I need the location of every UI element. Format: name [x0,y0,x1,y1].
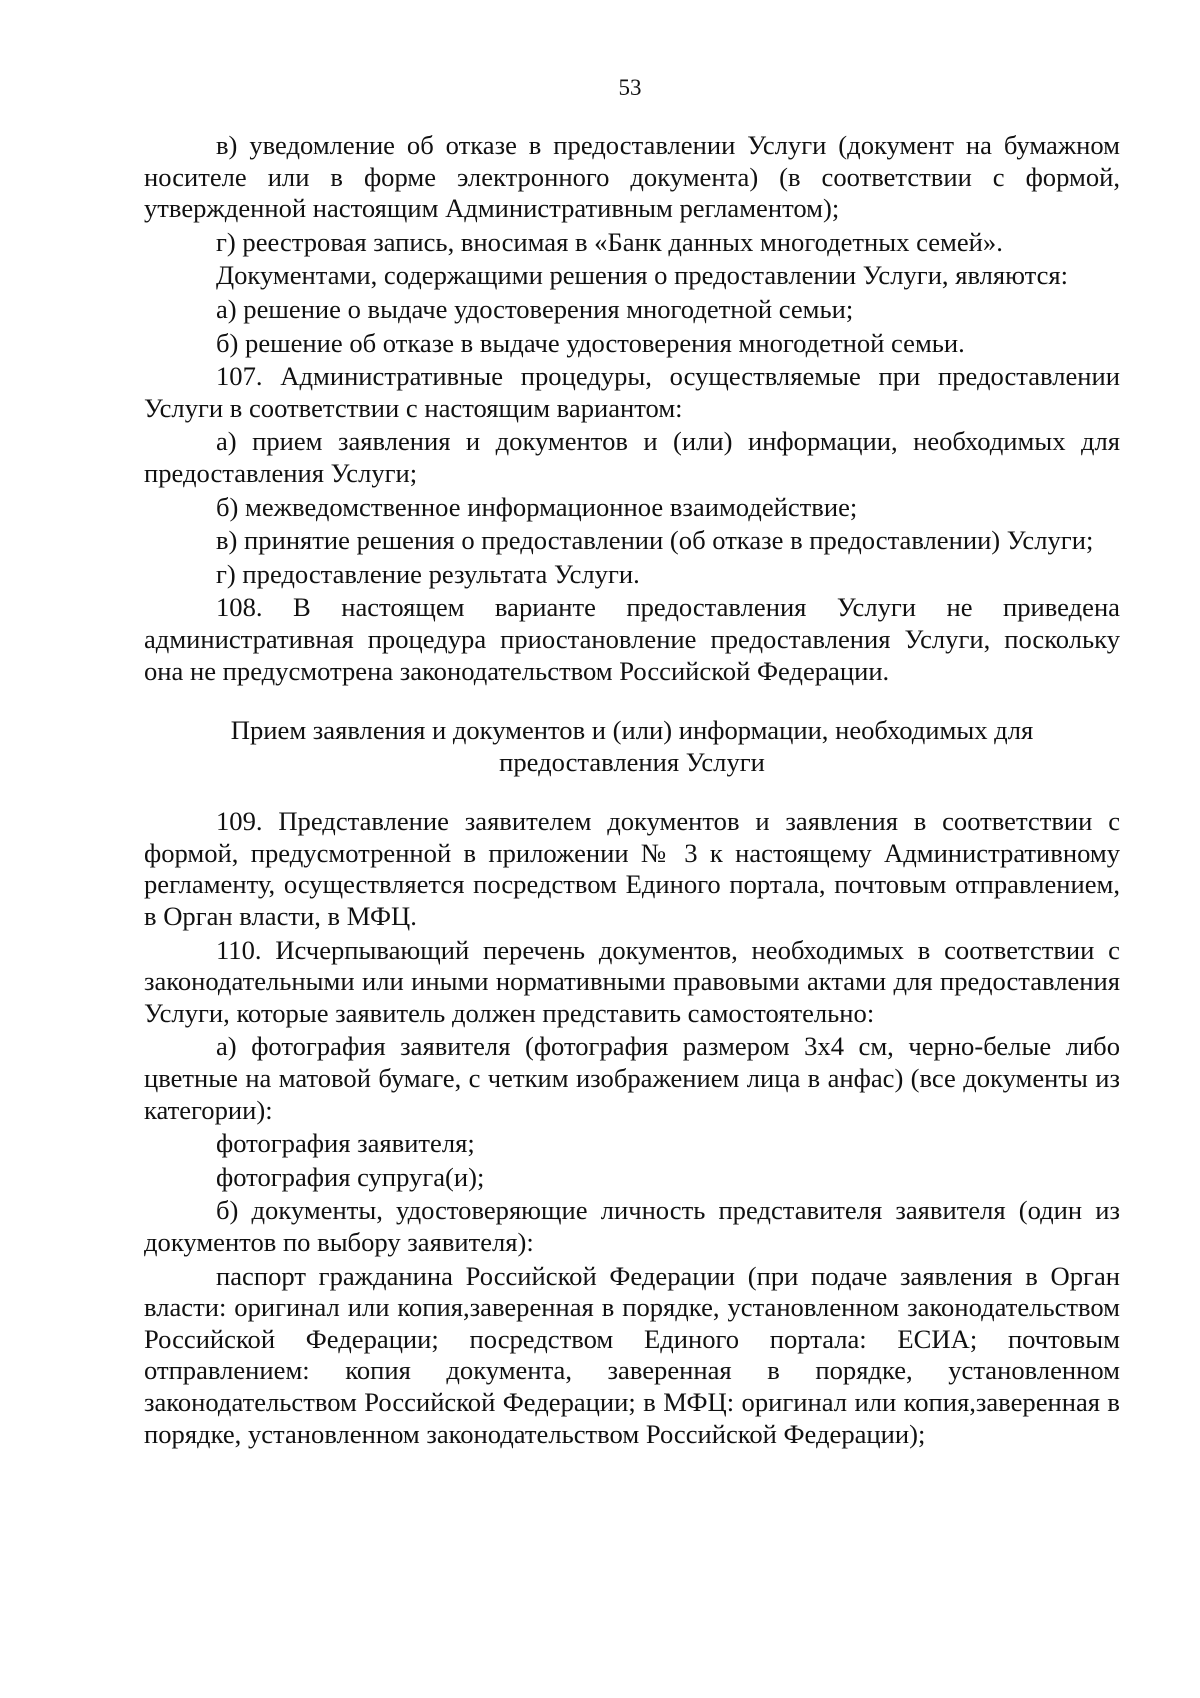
paragraph: 109. Представление заявителем документов и заявления в соответствии с формой, предусмотренной в приложении № 3 к настоящему Административному регламенту, осуществляется посредством Единого портала, почтовым отправлением, в Орган власти, в МФЦ. [144,806,1120,932]
paragraph: фотография заявителя; [216,1128,475,1159]
paragraph: в) уведомление об отказе в предоставлении Услуги (документ на бумажном носителе или в форме электронного документа) (в соответствии с формой, утвержденной настоящим Административным регламентом); [144,130,1120,224]
paragraph: г) реестровая запись, вносимая в «Банк данных многодетных семей». [216,226,1003,257]
document-body [144,130,1120,1450]
paragraph: паспорт гражданина Российской Федерации (при подаче заявления в Орган власти: оригинал или копия,заверенная в порядке, установленном законодательством Российской Федерации; посредством Единого портала: ЕСИА; почтовым отправлением: копия документа, заверенная в порядке, установленном законодательством Российской Федерации; в МФЦ: оригинал или копия,заверенная в порядке, установленном законодательством Российской Федерации); [144,1260,1120,1449]
paragraph: Документами, содержащими решения о предоставлении Услуги, являются: [216,260,1069,291]
paragraph: б) документы, удостоверяющие личность представителя заявителя (один из документов по выбору заявителя): [144,1195,1120,1257]
paragraph: а) решение о выдаче удостоверения многодетной семьи; [216,293,854,324]
paragraph: фотография супруга(и); [216,1161,485,1192]
section-heading: Прием заявления и документов и (или) информации, необходимых для предоставления Услуги [230,715,1034,777]
paragraph: б) решение об отказе в выдаче удостоверения многодетной семьи. [216,327,965,358]
paragraph: 110. Исчерпывающий перечень документов, необходимых в соответствии с законодательными или иными нормативными правовыми актами для предоставления Услуги, которые заявитель должен представить самостоятельно: [144,934,1120,1028]
paragraph: в) принятие решения о предоставлении (об отказе в предоставлении) Услуги; [216,525,1094,556]
paragraph: б) межведомственное информационное взаимодействие; [216,491,858,522]
paragraph: 107. Административные процедуры, осуществляемые при предоставлении Услуги в соответствии с настоящим вариантом: [144,361,1120,423]
paragraph: 108. В настоящем варианте предоставления Услуги не приведена административная процедура приостановление предоставления Услуги, поскольку она не предусмотрена законодательством Российской Федерации. [144,592,1120,686]
paragraph: г) предоставление результата Услуги. [216,558,640,589]
page-number: 53 [618,75,642,100]
paragraph: а) прием заявления и документов и (или) информации, необходимых для предоставления Услуги; [144,426,1120,488]
paragraph: а) фотография заявителя (фотография размером 3х4 см, черно-белые либо цветные на матовой бумаге, с четким изображением лица в анфас) (все документы из категории): [144,1031,1120,1125]
